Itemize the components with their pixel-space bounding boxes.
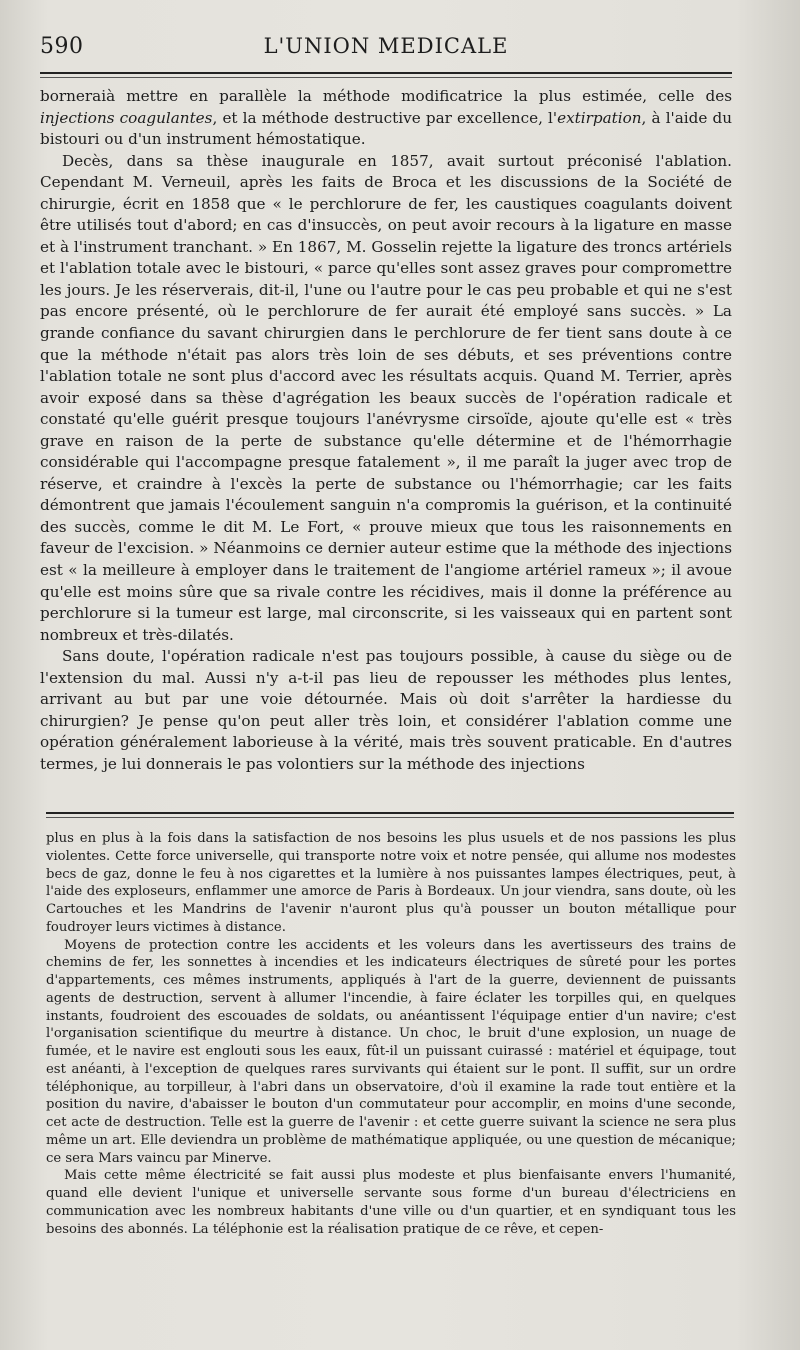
feuilleton-separator xyxy=(46,812,734,818)
p1-text-e: , à l'aide du bistouri ou d'un instrument hémostatique. xyxy=(40,108,733,149)
main-paragraph-3: Sans doute, l'opération radicale n'est pas toujours possible, à cause du siège ou de l'extension du mal. Aussi n'y a-t-il pas lieu de repousser les méthodes plus lentes, arrivant au but par une voie détournée. Mais où doit s'arrêter la hardiesse du chirurgien? Je pense qu'on peut aller très loin, et considérer l'ablation comme une opération généralement laborieuse à la vérité, mais très souvent praticable. En d'autres termes, je lui donnerais le pas volontiers sur la méthode des injections xyxy=(40,647,732,773)
running-head: L'UNION MEDICALE xyxy=(263,34,509,58)
page-number: 590 xyxy=(40,34,84,59)
separator-thin-rule xyxy=(46,817,734,818)
feuilleton-paragraph-2: Moyens de protection contre les accidents et les voleurs dans les avertisseurs des trains de chemins de fer, les sonnettes à incendies et les indicateurs électriques de sûreté pour les portes d'appartements, ces mêmes instruments, appliqués à l'art de la guerre, deviennent de puissants agents de destruction, servent à allumer l'incendie, à faire éclater les torpilles qui, en quelques instants, foudroient des escouades de soldats, ou anéantissent l'équipage entier d'un navire; c'est l'organisation scientifique du meurtre à distance. Un choc, le bruit d'une explosion, un nuage de fumée, et le navire est englouti sous les eaux, fût-il un puissant cuirassé : matériel et équipage, tout est anéanti, à l'exception de quelques rares survivants qui étaient sur le pont. Il suffit, sur un ordre téléphonique, au torpilleur, à l'abri dans un observatoire, d'où il examine la rade tout entière et la position du navire, d'abaisser le bouton d'un commutateur pour accomplir, en moins d'une seconde, cet acte de destruction. Telle est la guerre de l'avenir : et cette guerre suivant la science ne sera plus même un art. Elle deviendra un problème de mathématique appliquée, ou une question de mécanique; ce sera Mars vaincu par Minerve. xyxy=(46,937,736,1166)
header-rule xyxy=(40,72,732,74)
main-paragraph-1 xyxy=(40,86,732,151)
page-header xyxy=(40,34,732,66)
p1-text-a: borneraià mettre en parallèle la méthode modificatrice la plus estimée, celle des xyxy=(40,87,732,105)
feuilleton-section xyxy=(46,830,736,1238)
feuilleton-paragraph-1: plus en plus à la fois dans la satisfaction de nos besoins les plus usuels et de nos passions les plus violentes. Cette force universelle, qui transporte notre voix et notre pensée, qui allume nos modestes becs de gaz, donne le feu à nos cigarettes et la lumière à nos puissantes lampes électriques, peut, à l'aide des exploseurs, enflammer une amorce de Paris à Bordeaux. Un jour viendra, sans doute, où les Cartouches et les Mandrins de l'avenir n'auront plus qu'à pousser un bouton métallique pour foudroyer leurs victimes à distance. xyxy=(46,831,736,935)
feuilleton-paragraph-3: Mais cette même électricité se fait aussi plus modeste et plus bienfaisante envers l'humanité, quand elle devient l'unique et universelle servante sous forme d'un bureau d'électriciens en communication avec les nombreux habitants d'une ville ou d'un quartier, et en syndiquant tous les besoins des abonnés. La téléphonie est la réalisation pratique de ce rêve, et cepen- xyxy=(46,1168,736,1237)
p1-text-c: , et la méthode destructive par excellence, l' xyxy=(212,108,558,127)
main-paragraph-2: Decès, dans sa thèse inaugurale en 1857, avait surtout préconisé l'ablation. Cependant M. Verneuil, après les faits de Broca et les discussions de la Société de chirurgie, écrit en 1858 que « le perchlorure de fer, les caustiques coagulants doivent être utilisés tout d'abord; en cas d'insuccès, on peut avoir recours à la ligature en masse et à l'instrument tranchant. » En 1867, M. Gosselin rejette la ligature des troncs artériels et l'ablation totale avec le bistouri, « parce qu'elles sont assez graves pour compromettre les jours. Je les réserverais, dit-il, l'une ou l'autre pour le cas peu probable et qui ne s'est pas encore présenté, où le perchlorure de fer aurait été employé sans succès. » La grande confiance du savant chirurgien dans le perchlorure de fer tient sans doute à ce que la méthode n'était pas alors très loin de ses débuts, et ses préventions contre l'ablation totale ne sont plus d'accord avec les résultats acquis. Quand M. Terrier, après avoir exposé dans sa thèse d'agrégation les beaux succès de l'opération radicale et constaté qu'elle guérit presque toujours l'anévrysme cirsoïde, ajoute qu'elle est « très grave en raison de la perte de substance qu'elle détermine et de l'hémorrhagie considérable qui l'accompagne presque fatalement », il me paraît la juger avec trop de réserve, et craindre à l'excès la perte de substance ou l'hémorrhagie; car les faits démontrent que jamais l'écoulement sanguin n'a compromis la guérison, et la continuité des succès, comme le dit M. Le Fort, « prouve mieux que tous les raisonnements en faveur de l'excision. » Néanmoins ce dernier auteur estime que la méthode des injections est « la meilleure à employer dans le traitement de l'angiome artériel rameux »; il avoue qu'elle est moins sûre que sa rivale contre les récidives, mais il donne la préférence au perchlorure si la tumeur est large, mal circonscrite, si les vaisseaux qui en partent sont nombreux et très-dilatés. xyxy=(40,151,732,644)
p1-italic-extirpation: extirpation xyxy=(557,108,642,127)
main-article xyxy=(40,86,732,776)
header-rule-thin xyxy=(40,77,732,78)
separator-thick-rule xyxy=(46,812,734,814)
p1-italic-injections: injections coagulantes xyxy=(40,108,213,127)
